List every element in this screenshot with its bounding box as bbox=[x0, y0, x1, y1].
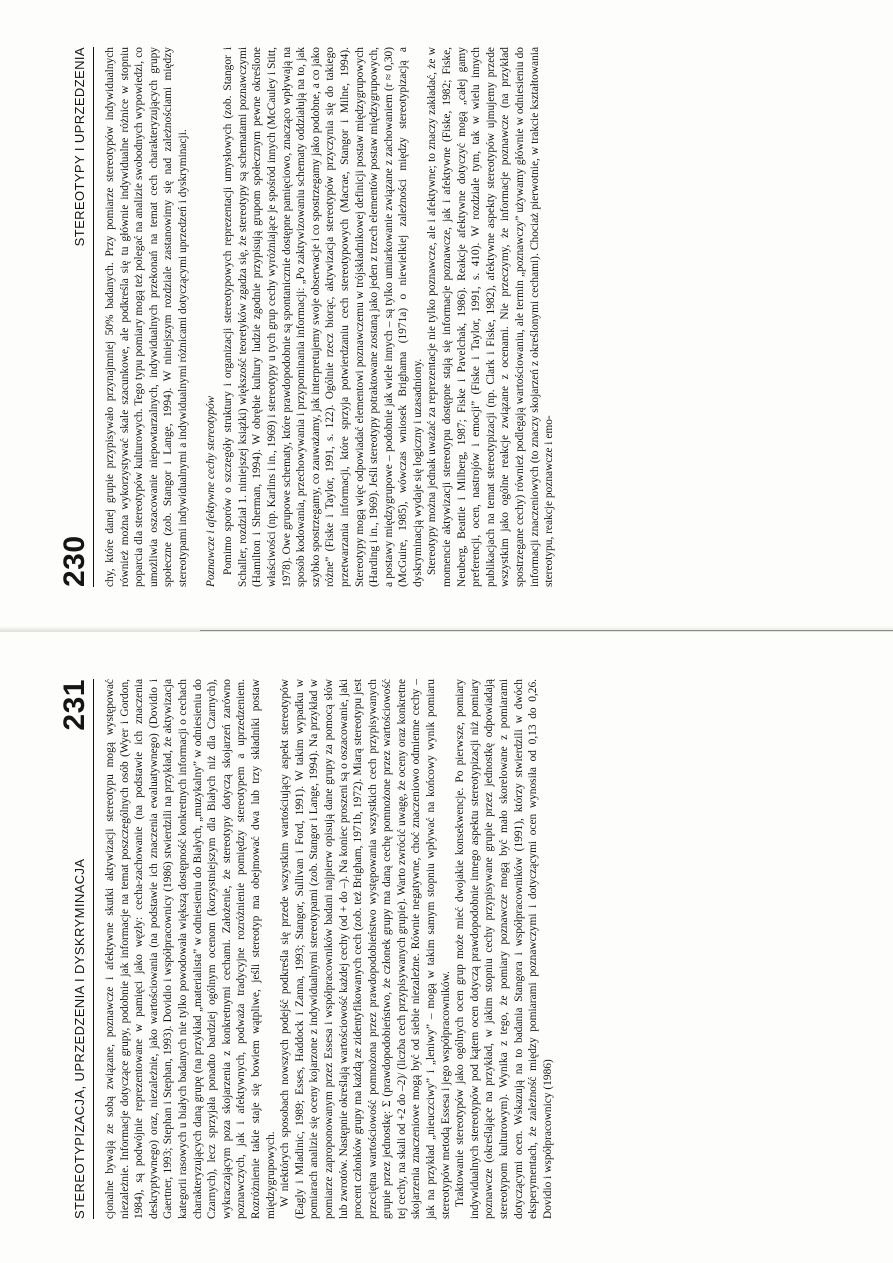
page-body bbox=[103, 679, 555, 1219]
body-paragraph: Stereotypy można jednak uważać za reprezentacje nie tylko poznawcze, ale i afektywne; to znaczy zakładać, że w momencie aktywizacji stereotypu dostępne stają się informacje poznawcze, jak i afektywne (Fiske, 1982; Fiske, Neuberg, Beattie i Milberg, 1987; Fiske i Pavelchak, 1986). Reakcje afektywne dotyczyć mogą „całej gamy preferencji, ocen, nastrojów i emocji” (Fiske i Taylor, 1991, s. 410). W rozdziale tym, tak w wielu innych publikacjach na temat stereotypizacji (np. Clark i Fiske, 1982), afektywne aspekty stereotypów ujmujemy przede wszystkim jako ogólne reakcje związane z ocenami. Nie przeczymy, że informacje poznawcze (na przykład spostrzegane cechy) również podlegają wartościowaniu, ale termin „poznawczy” używamy głównie w odniesieniu do informacji znaczeniowych (to znaczy skojarzeń z określonymi cechami). Chociaż pierwotnie, w trakcie kształtowania stereotypu, reakcje poznawcze i emo- bbox=[426, 47, 556, 587]
body-paragraph: chy, które danej grupie przypisywało przynajmniej 50% badanych. Przy pomiarze stereotypów indywidualnych również można wykorzystywać skale szacunkowe, ale podkreśla się tu głównie indywidualne różnice w stopniu poparcia dla stereotypów kulturowych. Tego typu pomiary mogą też polegać na analizie swobodnych wypowiedzi, co umożliwia oszacowanie niepowtarzalnych, indywidualnych przekonań na temat cech charakteryzujących grupy społeczne (zob. Stangor i Lange, 1994). W niniejszym rozdziale zastanowimy się nad zależnościami między stereotypami indywidualnymi a indywidualnymi różnicami dotyczącymi uprzedzeń i dyskryminacji. bbox=[104, 47, 189, 587]
book-page bbox=[0, 632, 893, 1263]
page-number: 231 bbox=[58, 679, 91, 731]
book-page bbox=[0, 0, 893, 631]
body-paragraph: Traktowanie stereotypów jako ogólnych ocen grup może mieć dwojakie konsekwencje. Po pierwsze, pomiary indywidualnych stereotypów pod kątem ocen dotyczą prawdopodobnie innego aspektu stereotypizacji niż pomiary poznawcze (określające na przykład, w jakim stopniu cechy przypisywane grupie przez jednostkę odpowiadają stereotypom kulturowym). Wynika z tego, że pomiary poznawcze mogą być mało skorelowane z pomiarami dotyczącymi ocen. Wskazują na to badania Stangora i współpracowników (1991), którzy stwierdzili w dwóch eksperymentach, że zależność między pomiarami poznawczymi i dotyczącymi ocen wynosiła od 0,13 do 0,26. Dovidio i współpracownicy (1986) bbox=[454, 679, 554, 1219]
section-subheading: Poznawcze i afektywne cechy stereotypów bbox=[204, 395, 217, 587]
page-231-region bbox=[0, 632, 893, 1263]
body-paragraph: W niektórych sposobach nowszych podejść podkreśla się przede wszystkim wartościujący aspekt stereotypów (Eagly i Mladinic, 1989; Esses, Haddock i Zanna, 1993; Stangor, Sullivan i Ford, 1991). W takim wypadku w pomiarach analizie się oceny kojarzone z indywidualnymi stereotypami (zob. Stangor i Lange, 1994). Na przykład w pomiarze zaproponowanym przez Essesa i współpracowników badani najpierw opisują dane grupy za pomocą słów lub zwrotów. Następnie określają wartościowość każdej cechy (od + do –). Na koniec proszeni są o oszacowanie, jaki procent członków grupy ma każdą ze zidentyfikowanych cech (zob. też Brigham, 1971b, 1972). Miarą stereotypu jest przeciętna wartościowość pomnożona przez prawdopodobieństwo występowania wszystkich cech przypisywanych grupie przez jednostkę: Σ (prawdopodobieństwo, że członek grupy ma daną cechę pomnożone przez wartościowość tej cechy, na skali od +2 do –2)/ (liczba cech przypisywanych grupie). Warto zwrócić uwagę, że oceny oraz konkretne skojarzenia znaczeniowe mogą być od siebie niezależne. Równie negatywne, choć znaczeniowo odmienne cechy – jak na przykład „nieuczciwy” i „leniwy” – mogą w takim samym stopniu wpływać na końcowy wynik pomiaru stereotypów metodą Essesa i jego współpracowników. bbox=[279, 679, 452, 1219]
running-head-title: STEREOTYPIZACJA, UPRZEDZENIA I DYSKRYMINACJA bbox=[72, 858, 87, 1219]
body-paragraph: Pomimo sporów o szczegóły struktury i organizacji stereotypowych reprezentacji umysłowych (zob. Stangor i Schaller, rozdział 1. niniejszej książki) większość teoretyków zgadza się, że stereotypy są schematami poznawczymi (Hamilton i Sherman, 1994). W obrębie kultury ludzie zgodnie przypisują grupom społecznym pewne określone właściwości (np. Karlins i in., 1969) i stereotypy u tych grup cechy wyróżniające je spośród innych (McCauley i Stitt, 1978). Owe grupowe schematy, które prawdopodobnie są spontanicznie dostępne pamięciowo, znacząco wpływają na sposób kodowania, przechowywania i przypominania informacji: „Po zaktywizowaniu schematy oddziałują na to, jak szybko spostrzegamy, co zauważamy, jak interpretujemy swoje obserwacje i co spostrzegamy jako podobne, a co jako różne” (Fiske i Taylor, 1991, s. 122). Ogólnie rzecz biorąc, aktywizacja stereotypów przyczynia się do takiego przetwarzania informacji, które sprzyja potwierdzaniu cech stereotypowych (Macrae, Stangor i Milne, 1994). Stereotypy mogą więc odpowiadać elementowi poznawczemu w trójskładnikowej definicji postaw międzygrupowych (Harding i in., 1969). Jeśli stereotypy potraktowane zostaną jako jeden z trzech elementów postaw międzygrupowych, a postawy międzygrupowe – podobnie jak wiele innych – są tylko umiarkowanie związane z zachowaniem (r ≈ 0,30) (McGuire, 1985), wówczas wniosek Brighama (1971a) o niewielkiej zależności między stereotypizacją a dyskryminacją wydaje się logiczny i uzasadniony. bbox=[222, 47, 424, 587]
page-230-region bbox=[0, 0, 893, 631]
body-paragraph: cjonalne bywają ze sobą związane, poznawcze i afektywne skutki aktywizacji stereotypu mogą występować niezależnie. Informacje dotyczące grupy, podobnie jak informacje na temat poszczególnych osób (Wyer i Gordon, 1984), są podwójnie reprezentowane w pamięci jako węzły: cecha-zachowanie (na podstawie ich znaczenia deskryptywnego) oraz, niezależnie, jako wartościowania (na podstawie ich znaczenia ewaluatywnego) (Dovidio i Gaertner, 1993; Stephan i Stephan, 1993). Dovidio i współpracownicy (1986) stwierdzili na przykład, że aktywizacja kategorii rasowych u białych badanych nie tylko powodowała większą dostępność konkretnych informacji o cechach charakteryzujących daną grupę (na przykład „materialista” w odniesieniu do Białych, „muzykalny” w odniesieniu do Czarnych), lecz sprzyjała ponadto bardziej ogólnym ocenom (korzystniejszym dla Białych niż dla Czarnych), wykraczającym poza skojarzenia z konkretnymi cechami. Założenie, że stereotypy dotyczą skojarzeń zarówno poznawczych, jak i afektywnych, podważa tradycyjne rozróżnienie pomiędzy stereotypem a uprzedzeniem. Rozróżnienie takie staje się bowiem wątpliwe, jeśli stereotyp ma obejmować dwa lub trzy składniki postaw międzygrupowych. bbox=[104, 679, 277, 1219]
fold-line bbox=[200, 630, 893, 631]
running-head-title: STEREOTYPY I UPRZEDZENIA bbox=[72, 47, 87, 247]
page-number: 230 bbox=[58, 535, 91, 587]
running-header bbox=[60, 679, 94, 1219]
running-header bbox=[60, 47, 94, 587]
page-body bbox=[103, 47, 557, 587]
